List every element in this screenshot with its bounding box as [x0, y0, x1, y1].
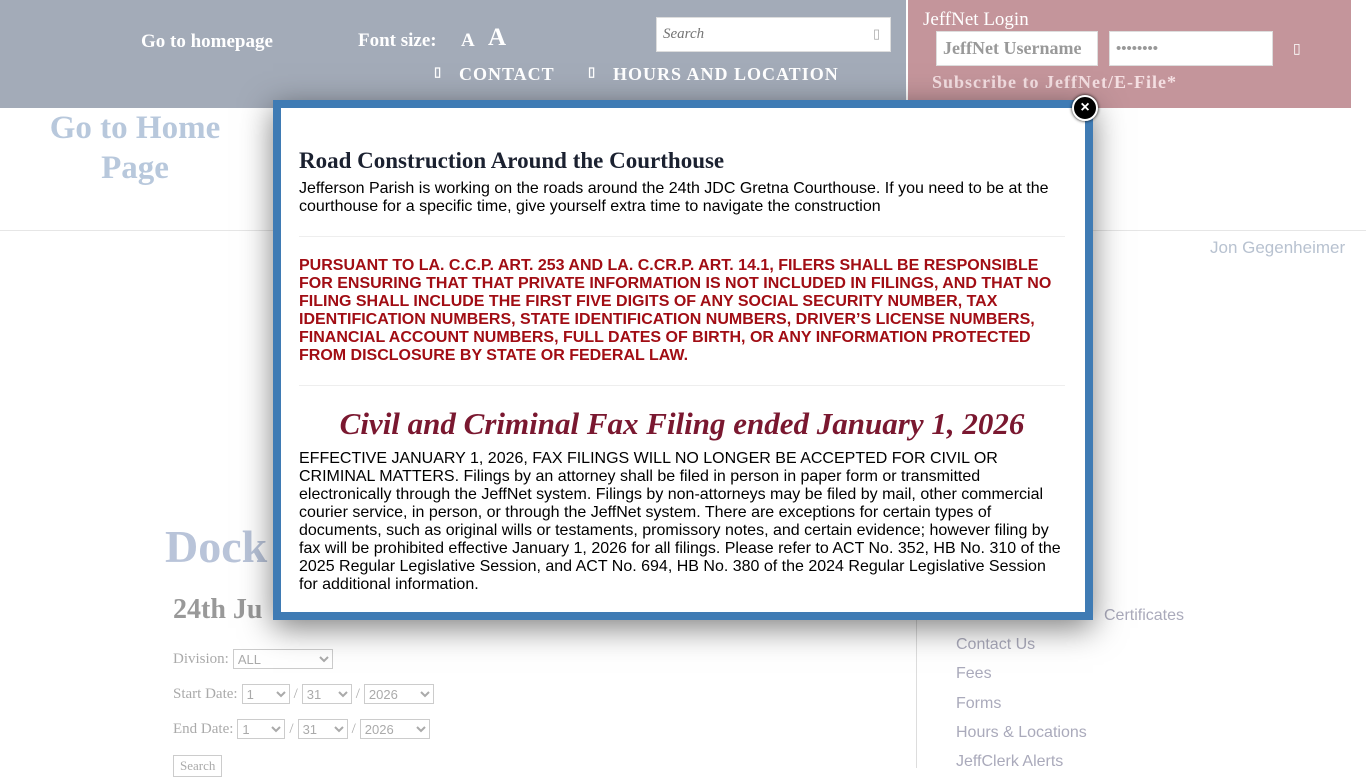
division-label: Division:	[173, 650, 229, 667]
privacy-notice: PURSUANT TO LA. C.C.P. ART. 253 AND LA. C.CR.P. ART. 14.1, FILERS SHALL BE RESPONSIBLE FOR ENSURING THAT THAT PRIVATE INFORMATION IS NOT INCLUDED IN FILINGS, AND THAT NO FILING SHALL INCLUDE THE FIRST FIVE DIGITS OF ANY SOCIAL SECURITY NUMBER, TAX IDENTIFICATION NUMBERS, STATE IDENTIFICATION NUMBERS, DRIVER’S LICENSE NUMBERS, FINANCIAL ACCOUNT NUMBERS, FULL DATES OF BIRTH, OR ANY INFORMATION PROTECTED FROM DISCLOSURE BY STATE OR FEDERAL LAW.	[299, 257, 1052, 364]
font-large-button[interactable]: A	[488, 24, 507, 51]
division-row	[173, 649, 333, 669]
date-separator: /	[293, 685, 298, 702]
start-day-select[interactable]	[302, 684, 352, 704]
login-submit-icon[interactable]: ▯	[1293, 40, 1301, 56]
sidebar-item-contact[interactable]: Contact Us	[956, 636, 1036, 653]
division-select[interactable]	[233, 649, 333, 669]
fax-filing-title: Civil and Criminal Fax Filing ended January 1, 2026	[339, 406, 1025, 441]
subscribe-link[interactable]: Subscribe to JeffNet/E-File*	[932, 72, 1177, 92]
date-separator: /	[355, 685, 360, 702]
login-panel	[908, 0, 1351, 108]
sidebar-item-fees[interactable]: Fees	[956, 665, 992, 682]
end-day-select[interactable]	[298, 719, 348, 739]
date-separator: /	[351, 720, 356, 737]
start-year-select[interactable]	[364, 684, 434, 704]
font-size-label: Font size:	[358, 30, 437, 51]
end-month-select[interactable]	[237, 719, 285, 739]
court-subtitle: 24th Ju	[173, 594, 263, 625]
sidebar-item-hours[interactable]: Hours & Locations	[956, 724, 1087, 741]
divider	[299, 236, 1065, 237]
start-date-label: Start Date:	[173, 685, 238, 702]
login-title: JeffNet Login	[923, 9, 1029, 30]
home-logo-link[interactable]: Go to Home Page	[49, 110, 221, 186]
date-separator: /	[289, 720, 294, 737]
font-small-button[interactable]: A	[461, 30, 475, 51]
search-input[interactable]	[657, 18, 857, 51]
contact-link[interactable]: CONTACT	[459, 64, 555, 84]
sidebar-item-certificates[interactable]: Certificates	[1104, 607, 1185, 624]
phone-icon: ▯	[434, 64, 443, 79]
fax-filing-text: EFFECTIVE JANUARY 1, 2026, FAX FILINGS WILL NO LONGER BE ACCEPTED FOR CIVIL OR CRIMINAL MATTERS. Filings by an attorney shall be filed in person in paper form or transmitted electronically through the JeffNet system. Filings by non-attorneys may be filed by mail, other commercial courier service, in person, or through the JeffNet system. There are exceptions for certain types of documents, such as original wills or testaments, promissory notes, and certain evidence; however filing by fax will be prohibited effective January 1, 2026 for all filings. Please refer to ACT No. 352, HB No. 310 of the 2025 Regular Legislative Session, and ACT No. 694, HB No. 380 of the 2024 Regular Legislative Session for additional information.	[299, 450, 1061, 593]
sidebar-divider	[916, 600, 917, 768]
road-construction-text: Jefferson Parish is working on the roads around the 24th JDC Gretna Courthouse. If you need to be at the courthouse for a specific time, give yourself extra time to navigate the construction	[299, 180, 1049, 215]
start-month-select[interactable]	[242, 684, 290, 704]
start-date-row	[173, 684, 434, 704]
search-button[interactable]: Search	[173, 755, 222, 777]
sidebar-item-forms[interactable]: Forms	[956, 695, 1002, 712]
search-icon[interactable]: ▯	[873, 26, 881, 41]
divider	[299, 385, 1065, 386]
search-box	[656, 17, 891, 52]
top-bar	[0, 0, 906, 108]
announcement-modal	[273, 100, 1093, 620]
modal-content	[281, 108, 1085, 612]
end-date-label: End Date:	[173, 720, 234, 737]
password-input[interactable]	[1109, 31, 1273, 66]
clock-icon: ▯	[588, 64, 597, 79]
sidebar-item-alerts[interactable]: JeffClerk Alerts	[956, 753, 1064, 770]
end-date-row	[173, 719, 430, 739]
username-input[interactable]	[936, 31, 1098, 66]
hours-location-link[interactable]: HOURS AND LOCATION	[613, 64, 839, 84]
portrait-image: Jon Gegenheimer	[1210, 238, 1346, 257]
homepage-link[interactable]: Go to homepage	[141, 31, 273, 52]
modal-title: Road Construction Around the Courthouse	[299, 148, 725, 173]
close-icon[interactable]: ×	[1072, 95, 1098, 121]
page-title: Dock	[165, 521, 268, 572]
end-year-select[interactable]	[360, 719, 430, 739]
